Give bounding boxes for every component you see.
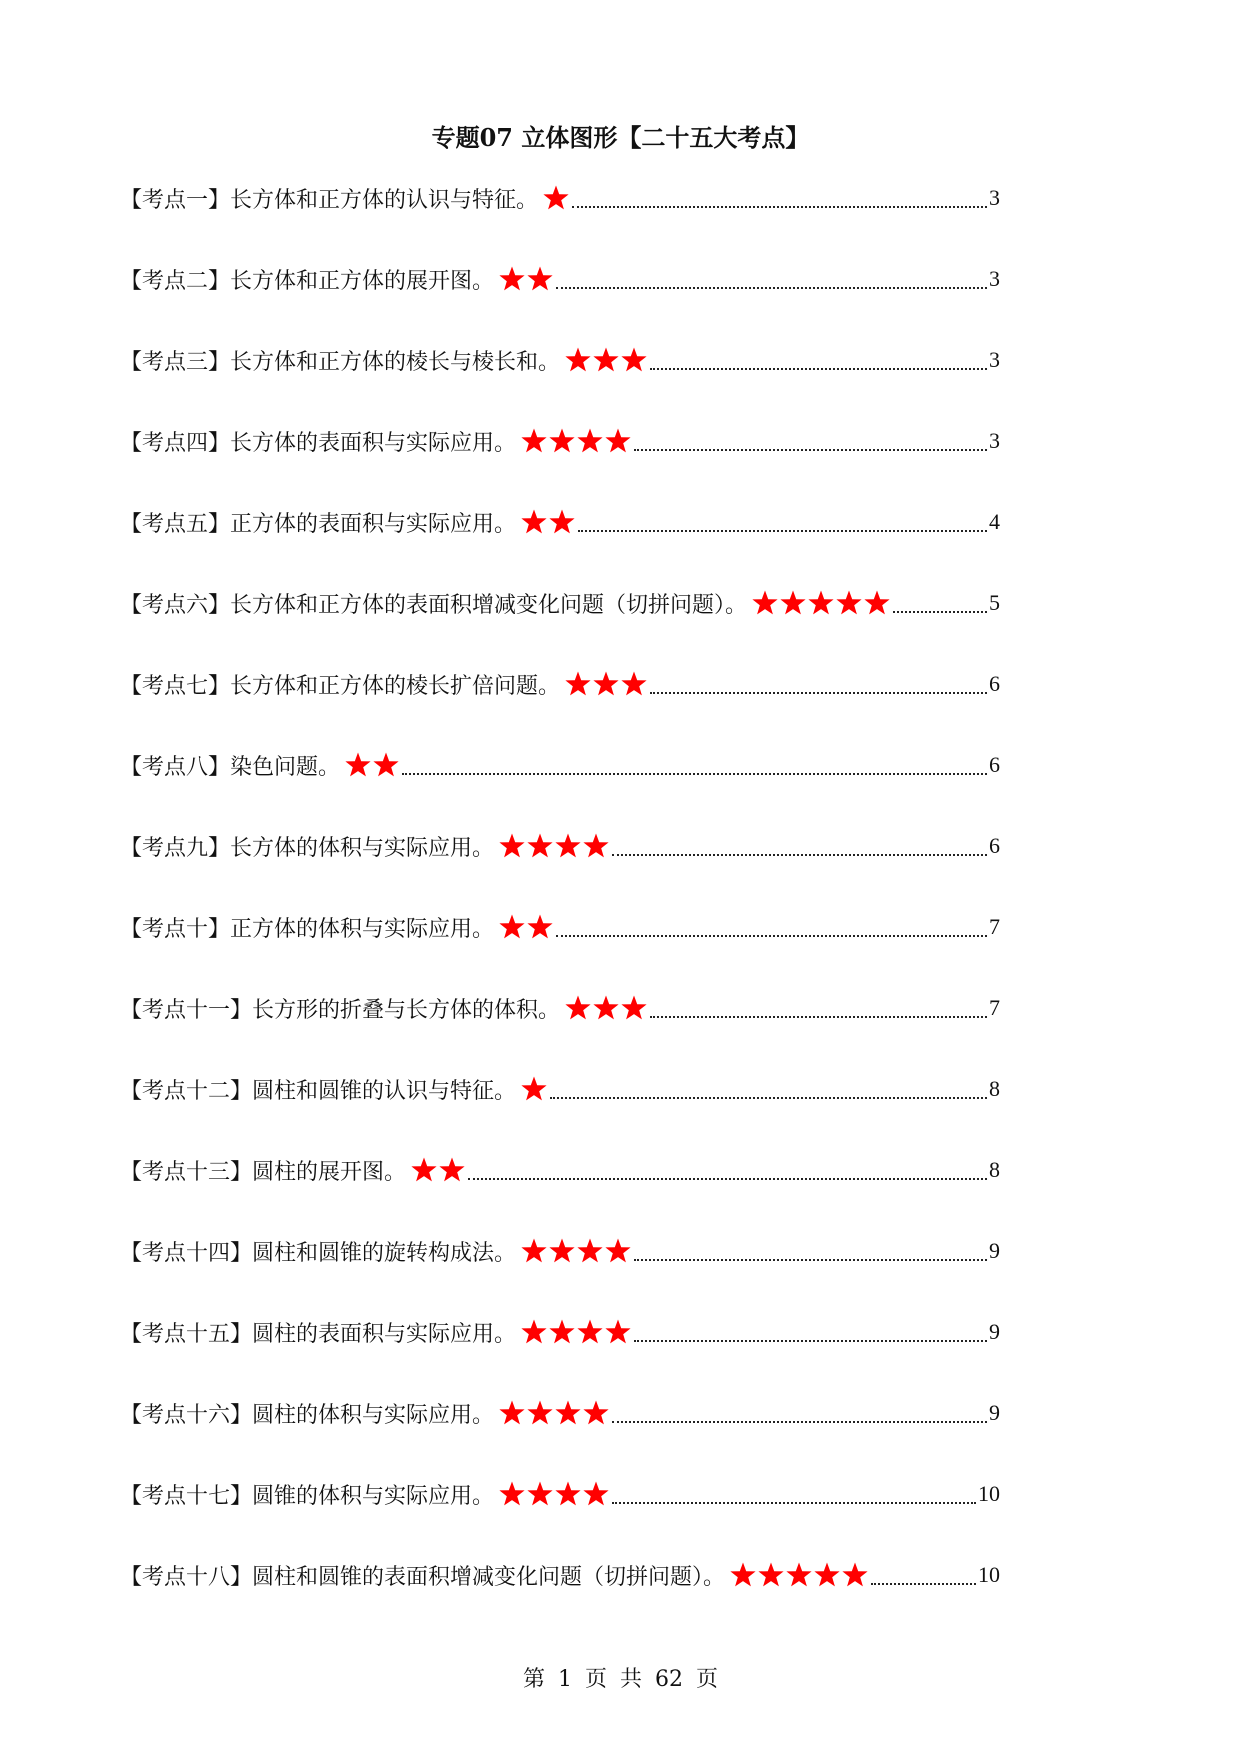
page-footer: 第 1 页 共 62 页: [523, 1667, 718, 1692]
toc-page-number: 7: [989, 914, 1000, 939]
star-icon: [604, 1318, 632, 1346]
star-icon: [554, 1480, 582, 1508]
dot-leader: [468, 1178, 987, 1180]
star-icon: [576, 1318, 604, 1346]
dot-leader: [871, 1583, 976, 1585]
dot-leader: [556, 287, 987, 289]
document-title: 专题07 立体图形【二十五大考点】: [431, 123, 810, 152]
toc-entry[interactable]: [120, 1231, 1000, 1271]
star-icon: [548, 1318, 576, 1346]
toc-entry[interactable]: [120, 1474, 1000, 1514]
star-icon: [498, 1480, 526, 1508]
toc-page-number: 10: [978, 1481, 1000, 1506]
star-icon: [592, 994, 620, 1022]
star-icon: [498, 913, 526, 941]
toc-entry-label: 【考点十四】圆柱和圆锥的旋转构成法。: [120, 1240, 517, 1266]
difficulty-rating: [520, 427, 632, 455]
difficulty-rating: [498, 1480, 610, 1508]
toc-entry[interactable]: [120, 745, 1000, 785]
toc-page-number: 3: [989, 347, 1000, 372]
toc-entry[interactable]: [120, 826, 1000, 866]
difficulty-rating: [564, 994, 648, 1022]
star-icon: [344, 751, 372, 779]
toc-entry-label: 【考点十八】圆柱和圆锥的表面积增减变化问题（切拼问题）。: [120, 1564, 726, 1590]
toc-page-number: 8: [989, 1157, 1000, 1182]
star-icon: [526, 913, 554, 941]
difficulty-rating: [520, 1075, 548, 1103]
difficulty-rating: [498, 265, 554, 293]
star-icon: [548, 508, 576, 536]
toc-entry[interactable]: [120, 907, 1000, 947]
toc-page-number: 7: [989, 995, 1000, 1020]
toc-entry-label: 【考点八】染色问题。: [120, 754, 341, 780]
star-icon: [564, 670, 592, 698]
difficulty-rating: [564, 670, 648, 698]
toc-page-number: 6: [989, 752, 1000, 777]
toc-page-number: 6: [989, 671, 1000, 696]
star-icon: [620, 994, 648, 1022]
difficulty-rating: [542, 184, 570, 212]
table-of-contents: [120, 178, 1000, 1636]
star-icon: [807, 589, 835, 617]
toc-page-number: 9: [989, 1238, 1000, 1263]
toc-entry-label: 【考点五】正方体的表面积与实际应用。: [120, 511, 517, 537]
dot-leader: [634, 449, 987, 451]
toc-page-number: 3: [989, 428, 1000, 453]
toc-entry-label: 【考点七】长方体和正方体的棱长扩倍问题。: [120, 673, 561, 699]
star-icon: [785, 1561, 813, 1589]
star-icon: [620, 346, 648, 374]
difficulty-rating: [344, 751, 400, 779]
toc-entry[interactable]: [120, 259, 1000, 299]
star-icon: [520, 427, 548, 455]
difficulty-rating: [410, 1156, 466, 1184]
star-icon: [548, 1237, 576, 1265]
star-icon: [620, 670, 648, 698]
dot-leader: [578, 530, 987, 532]
difficulty-rating: [498, 1399, 610, 1427]
toc-entry-label: 【考点十一】长方形的折叠与长方体的体积。: [120, 997, 561, 1023]
difficulty-rating: [520, 508, 576, 536]
toc-page-number: 10: [978, 1562, 1000, 1587]
toc-page-number: 9: [989, 1400, 1000, 1425]
dot-leader: [612, 854, 987, 856]
dot-leader: [550, 1097, 987, 1099]
toc-entry-label: 【考点九】长方体的体积与实际应用。: [120, 835, 495, 861]
toc-page-number: 5: [989, 590, 1000, 615]
dot-leader: [650, 692, 987, 694]
star-icon: [498, 1399, 526, 1427]
star-icon: [526, 832, 554, 860]
star-icon: [757, 1561, 785, 1589]
toc-page-number: 6: [989, 833, 1000, 858]
toc-entry-label: 【考点十】正方体的体积与实际应用。: [120, 916, 495, 942]
star-icon: [564, 346, 592, 374]
toc-entry[interactable]: [120, 988, 1000, 1028]
toc-page-number: 3: [989, 266, 1000, 291]
toc-entry-label: 【考点十七】圆锥的体积与实际应用。: [120, 1483, 495, 1509]
difficulty-rating: [564, 346, 648, 374]
toc-entry-label: 【考点十二】圆柱和圆锥的认识与特征。: [120, 1078, 517, 1104]
toc-entry[interactable]: [120, 178, 1000, 218]
star-icon: [841, 1561, 869, 1589]
star-icon: [582, 1480, 610, 1508]
star-icon: [813, 1561, 841, 1589]
toc-entry-label: 【考点六】长方体和正方体的表面积增减变化问题（切拼问题）。: [120, 592, 748, 618]
toc-entry[interactable]: [120, 1393, 1000, 1433]
toc-page-number: 4: [989, 509, 1000, 534]
star-icon: [520, 508, 548, 536]
star-icon: [592, 346, 620, 374]
star-icon: [604, 1237, 632, 1265]
toc-entry-label: 【考点十三】圆柱的展开图。: [120, 1159, 407, 1185]
difficulty-rating: [729, 1561, 869, 1589]
star-icon: [526, 265, 554, 293]
toc-entry[interactable]: [120, 1555, 1000, 1595]
toc-entry-label: 【考点十六】圆柱的体积与实际应用。: [120, 1402, 495, 1428]
star-icon: [576, 1237, 604, 1265]
dot-leader: [650, 368, 987, 370]
toc-entry-label: 【考点三】长方体和正方体的棱长与棱长和。: [120, 349, 561, 375]
star-icon: [548, 427, 576, 455]
toc-page-number: 8: [989, 1076, 1000, 1101]
toc-entry[interactable]: [120, 1312, 1000, 1352]
star-icon: [582, 1399, 610, 1427]
star-icon: [498, 832, 526, 860]
toc-page-number: 9: [989, 1319, 1000, 1344]
star-icon: [526, 1480, 554, 1508]
star-icon: [564, 994, 592, 1022]
star-icon: [520, 1318, 548, 1346]
toc-page-number: 3: [989, 185, 1000, 210]
dot-leader: [893, 611, 987, 613]
star-icon: [582, 832, 610, 860]
star-icon: [520, 1237, 548, 1265]
toc-entry[interactable]: [120, 502, 1000, 542]
toc-entry[interactable]: [120, 1150, 1000, 1190]
star-icon: [372, 751, 400, 779]
dot-leader: [650, 1016, 987, 1018]
dot-leader: [634, 1259, 987, 1261]
star-icon: [554, 832, 582, 860]
star-icon: [520, 1075, 548, 1103]
star-icon: [863, 589, 891, 617]
dot-leader: [612, 1421, 987, 1423]
star-icon: [604, 427, 632, 455]
toc-entry-label: 【考点四】长方体的表面积与实际应用。: [120, 430, 517, 456]
star-icon: [410, 1156, 438, 1184]
toc-entry-label: 【考点二】长方体和正方体的展开图。: [120, 268, 495, 294]
star-icon: [554, 1399, 582, 1427]
dot-leader: [556, 935, 987, 937]
star-icon: [592, 670, 620, 698]
toc-entry[interactable]: [120, 664, 1000, 704]
star-icon: [779, 589, 807, 617]
star-icon: [542, 184, 570, 212]
star-icon: [751, 589, 779, 617]
dot-leader: [572, 206, 987, 208]
dot-leader: [634, 1340, 987, 1342]
toc-entry-label: 【考点十五】圆柱的表面积与实际应用。: [120, 1321, 517, 1347]
star-icon: [438, 1156, 466, 1184]
dot-leader: [402, 773, 987, 775]
star-icon: [498, 265, 526, 293]
toc-entry[interactable]: [120, 583, 1000, 623]
toc-entry[interactable]: [120, 340, 1000, 380]
dot-leader: [612, 1502, 976, 1504]
star-icon: [526, 1399, 554, 1427]
toc-entry-label: 【考点一】长方体和正方体的认识与特征。: [120, 187, 539, 213]
star-icon: [835, 589, 863, 617]
difficulty-rating: [751, 589, 891, 617]
difficulty-rating: [520, 1318, 632, 1346]
toc-entry[interactable]: [120, 421, 1000, 461]
toc-entry[interactable]: [120, 1069, 1000, 1109]
difficulty-rating: [520, 1237, 632, 1265]
star-icon: [576, 427, 604, 455]
difficulty-rating: [498, 913, 554, 941]
star-icon: [729, 1561, 757, 1589]
difficulty-rating: [498, 832, 610, 860]
